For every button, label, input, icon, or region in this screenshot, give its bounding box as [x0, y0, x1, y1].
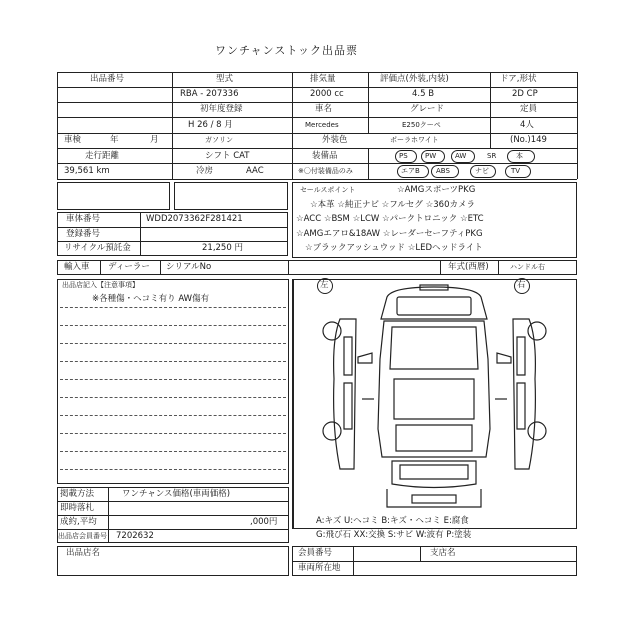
blank-box-mid	[174, 182, 288, 210]
legend-line-2: G:飛び石 XX:交換 S:サビ W:波有 P:塗装	[316, 530, 472, 540]
member-number-value: 7202632	[116, 531, 154, 541]
store-label: 支店名	[430, 548, 456, 558]
equip-airbag-label: エアB	[401, 167, 420, 175]
blank-box-left	[57, 182, 170, 210]
serial-label: シリアルNo	[166, 262, 212, 272]
exterior-color-value: ポーラホワイト	[390, 136, 439, 144]
doors-value: 2D CP	[512, 89, 538, 99]
grade-points-label: 評価点(外装,内装)	[380, 74, 449, 84]
exhibitor-label: 出品店名	[66, 548, 101, 558]
selling-points-label: セールスポイント	[300, 186, 356, 194]
listing-method-value: ワンチャンス価格(車両価格)	[122, 489, 231, 499]
left-side-label: 左	[320, 280, 329, 290]
capacity-value: 4人	[520, 120, 534, 130]
equipment-label: 装備品	[312, 151, 338, 161]
notes-line-1: ※各種傷・ヘコミ有り AW傷有	[92, 294, 210, 304]
first-registration-value: H 26 / 8 月	[188, 120, 233, 130]
vin-label: 車体番号	[66, 214, 101, 224]
selling-point-line-4: ☆AMGエアロ&18AW ☆レーダーセーフティPKG	[296, 229, 483, 239]
sheet-title: ワンチャンストック出品票	[215, 44, 359, 57]
ac-value: AAC	[246, 166, 264, 176]
instant-bid-label: 即時落札	[60, 503, 95, 513]
equip-navi-label: ナビ	[475, 167, 489, 175]
car-name-value: Mercedes	[305, 121, 339, 129]
exterior-color-label: 外装色	[322, 135, 348, 145]
grade-points-value: 4.5 B	[412, 89, 435, 99]
location-label: 車両所在地	[298, 563, 341, 573]
grade-label: グレード	[410, 104, 445, 114]
contract-label: 成約,平均	[60, 517, 97, 527]
model-code-label: 型式	[216, 74, 234, 84]
displacement-value: 2000 cc	[310, 89, 344, 99]
handle-value: ハンドル右	[510, 263, 545, 271]
color-number-value: (No.)149	[510, 135, 547, 145]
first-registration-label: 初年度登録	[200, 104, 243, 114]
vin-value: WDD2073362F281421	[146, 214, 243, 224]
equip-abs-label: ABS	[436, 167, 450, 175]
listing-method-label: 掲載方法	[60, 489, 95, 499]
inspection-year-label: 年	[110, 135, 119, 145]
dealer-label: ディーラー	[108, 262, 150, 272]
displacement-label: 排気量	[310, 74, 336, 84]
inspection-label: 車検	[64, 135, 82, 145]
lot-number-label: 出品番号	[90, 74, 125, 84]
recycle-deposit-label: リサイクル預託金	[64, 243, 131, 253]
selling-point-line-2: ☆本革 ☆純正ナビ ☆フルセグ ☆360カメラ	[310, 200, 475, 210]
legend-line-1: A:キズ U:ヘコミ B:キズ・ヘコミ E:腐食	[316, 516, 469, 526]
car-name-label: 車名	[315, 104, 333, 114]
ac-label: 冷房	[196, 166, 214, 176]
selling-point-line-3: ☆ACC ☆BSM ☆LCW ☆パークトロニック ☆ETC	[296, 214, 484, 224]
year-type-label: 年式(西暦)	[448, 262, 489, 272]
car-diagram	[292, 279, 577, 515]
fuel-value: ガソリン	[205, 136, 233, 144]
equip-aw-label: AW	[455, 152, 467, 160]
equip-pw-label: PW	[425, 152, 437, 160]
equip-leather-label: 本	[516, 152, 523, 160]
member-number-label: 出品店会員番号	[58, 532, 107, 540]
capacity-label: 定員	[520, 104, 538, 114]
selling-point-line-5: ☆ブラックアッシュウッド ☆LEDヘッドライト	[305, 243, 483, 253]
member-label: 会員番号	[298, 548, 333, 558]
mileage-value: 39,561 km	[64, 166, 110, 176]
equip-sr-label: SR	[487, 152, 497, 160]
notes-label: 出品店記入【注意事項】	[62, 281, 139, 289]
registration-label: 登録番号	[66, 229, 101, 239]
equip-tv-label: TV	[511, 167, 521, 175]
grade-value: E250クーペ	[402, 121, 441, 129]
equipment-note: ※〇付装備品のみ	[298, 167, 353, 175]
doors-label: ドア,形状	[500, 74, 537, 84]
inspection-month-label: 月	[150, 135, 159, 145]
recycle-deposit-value: 21,250 円	[202, 243, 243, 253]
model-code-value: RBA - 207336	[180, 89, 239, 99]
notes-box	[57, 279, 289, 484]
contract-value: ,000円	[250, 517, 278, 527]
import-label: 輸入車	[64, 262, 90, 272]
mileage-label: 走行距離	[85, 151, 120, 161]
equip-ps-label: PS	[399, 152, 408, 160]
right-side-label: 右	[517, 280, 526, 290]
shift-label: シフト CAT	[205, 151, 250, 161]
selling-point-line-1: ☆AMGスポーツPKG	[397, 185, 476, 195]
